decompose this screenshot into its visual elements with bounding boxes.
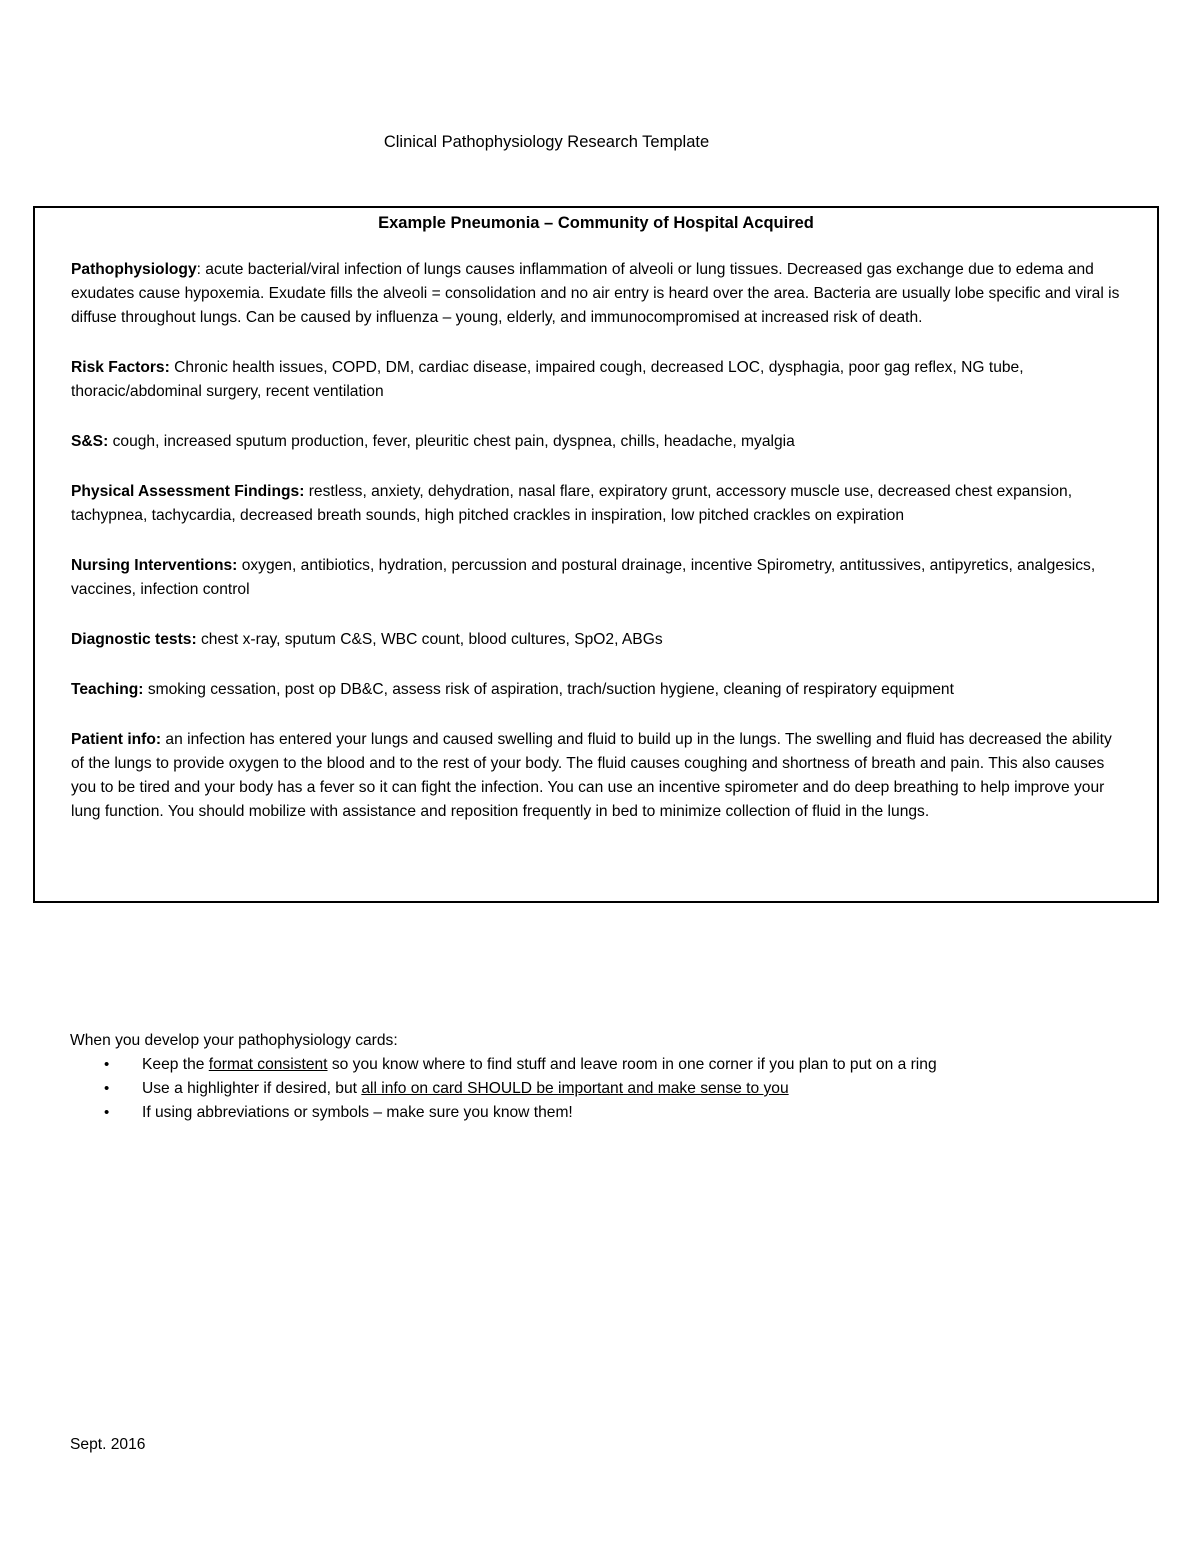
tip-2-before: Use a highlighter if desired, but: [142, 1080, 362, 1097]
risk-factors-text: Chronic health issues, COPD, DM, cardiac disease, impaired cough, decreased LOC, dysphagia, poor gag reflex, NG tube, thoracic/abdominal surgery, recent ventilation: [71, 359, 1024, 400]
tip-1-underlined: format consistent: [208, 1056, 328, 1073]
physical-assessment-text: restless, anxiety, dehydration, nasal flare, expiratory grunt, accessory muscle use, decreased chest expansion, tachypnea, tachycardia, decreased breath sounds, high pitched crackles in inspiration, low pitched crackles on expiration: [71, 483, 1073, 524]
physical-assessment-section: [71, 480, 1121, 528]
card-tips: [70, 1029, 1160, 1125]
physical-assessment-label: Physical Assessment Findings:: [71, 483, 305, 500]
teaching-section: [71, 678, 1121, 702]
signs-symptoms-text: cough, increased sputum production, fever, pleuritic chest pain, dyspnea, chills, headache, myalgia: [108, 433, 795, 450]
tip-2-underlined: all info on card SHOULD be important and make sense to you: [361, 1080, 789, 1097]
page-title: Clinical Pathophysiology Research Template: [383, 133, 710, 151]
tips-list-item: [70, 1053, 1160, 1077]
bullet-icon: •: [104, 1104, 110, 1121]
example-card-title: Example Pneumonia – Community of Hospital Acquired: [378, 214, 814, 232]
pathophysiology-section: [71, 258, 1121, 330]
tips-list-item: [70, 1077, 1160, 1101]
diagnostic-tests-label: Diagnostic tests:: [71, 631, 197, 648]
footer-date: Sept. 2016: [70, 1436, 146, 1453]
diagnostic-tests-text: chest x-ray, sputum C&S, WBC count, blood cultures, SpO2, ABGs: [196, 631, 663, 648]
teaching-label: Teaching:: [71, 681, 144, 698]
tip-3-text: If using abbreviations or symbols – make sure you know them!: [142, 1104, 573, 1121]
signs-symptoms-section: [71, 430, 1121, 454]
example-card-box: [33, 206, 1159, 903]
nursing-interventions-label: Nursing Interventions:: [71, 557, 238, 574]
nursing-interventions-text: oxygen, antibiotics, hydration, percussion and postural drainage, incentive Spirometry, antitussives, antipyretics, analgesics, vaccines, infection control: [71, 557, 1096, 598]
pathophysiology-label: Pathophysiology: [71, 261, 197, 278]
risk-factors-label: Risk Factors:: [71, 359, 170, 376]
tips-list-item: [70, 1101, 1160, 1125]
nursing-interventions-section: [71, 554, 1121, 602]
patient-info-section: [71, 728, 1121, 824]
pathophysiology-text: : acute bacterial/viral infection of lungs causes inflammation of alveoli or lung tissues. Decreased gas exchange due to edema and exudates cause hypoxemia. Exudate fills the alveoli = consolidation and no air entry is heard over the area. Bacteria are usually lobe specific and viral is diffuse throughout lungs. Can be caused by influenza – young, elderly, and immunocompromised at increased risk of death.: [71, 261, 1120, 326]
bullet-icon: •: [104, 1080, 110, 1097]
tip-1-before: Keep the: [142, 1056, 209, 1073]
tip-1-after: so you know where to find stuff and leave room in one corner if you plan to put on a ring: [327, 1056, 937, 1073]
teaching-text: smoking cessation, post op DB&C, assess risk of aspiration, trach/suction hygiene, cleaning of respiratory equipment: [143, 681, 954, 698]
risk-factors-section: [71, 356, 1121, 404]
tips-intro: When you develop your pathophysiology cards:: [70, 1032, 398, 1049]
tips-list: [70, 1053, 1160, 1125]
patient-info-text: an infection has entered your lungs and caused swelling and fluid to build up in the lungs. The swelling and fluid has decreased the ability of the lungs to provide oxygen to the blood and to the rest of your body. The fluid causes coughing and shortness of breath and pain. This also causes you to be tired and your body has a fever so it can fight the infection. You can use an incentive spirometer and do deep breathing to help improve your lung function. You should mobilize with assistance and reposition frequently in bed to minimize collection of fluid in the lungs.: [71, 731, 1112, 820]
diagnostic-tests-section: [71, 628, 1121, 652]
bullet-icon: •: [104, 1056, 110, 1073]
patient-info-label: Patient info:: [71, 731, 162, 748]
signs-symptoms-label: S&S:: [71, 433, 109, 450]
